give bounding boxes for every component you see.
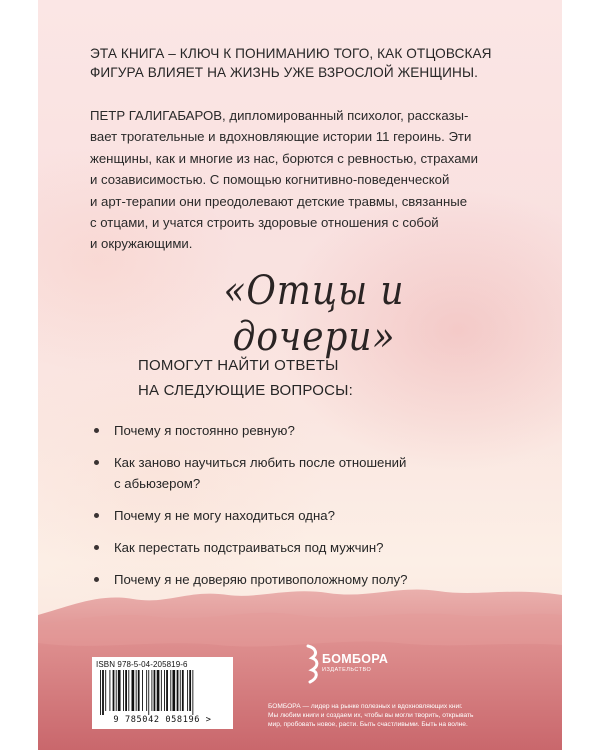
isbn-label: ISBN 978-5-04-205819-6: [96, 660, 188, 669]
book-back-cover: [38, 0, 562, 750]
questions-list: [94, 420, 494, 601]
tagline-line: Мы любим книги и создаем их, чтобы вы могли творить, открывать: [268, 712, 474, 719]
tagline-line: мир, пробовать новое, расти. Быть счастливыми. Быть на волне.: [268, 721, 468, 728]
list-item: [94, 420, 494, 441]
list-item: [94, 505, 494, 526]
description-line: с отцами, и учатся строить здоровые отношения с собой: [90, 215, 439, 231]
bullet-icon: [94, 545, 99, 550]
intro-heading: [90, 44, 520, 82]
publisher-tagline: [268, 702, 538, 729]
description-line: женщины, как и многие из нас, борются с ревностью, страхами: [90, 150, 478, 166]
bullet-icon: [94, 428, 99, 433]
description-line: и арт-терапии они преодолевают детские травмы, связанные: [90, 193, 468, 209]
question-text: Как заново научиться любить после отношений: [114, 455, 407, 470]
barcode-digits: 9 785042 058196 >: [113, 715, 212, 725]
question-text: Почему я постоянно ревную?: [114, 423, 295, 438]
tagline-line: БОМБОРА — лидер на рынке полезных и вдохновляющих книг.: [268, 703, 463, 710]
description-paragraph: [90, 105, 522, 255]
intro-line-2: ФИГУРА ВЛИЯЕТ НА ЖИЗНЬ УЖЕ ВЗРОСЛОЙ ЖЕНЩИНЫ.: [90, 65, 478, 80]
question-text: Почему я не могу находиться одна?: [114, 508, 335, 523]
list-item: [94, 569, 494, 590]
publisher-subtitle: ИЗДАТЕЛЬСТВО: [322, 667, 372, 673]
wave-logo-icon: [304, 644, 322, 684]
list-item: [94, 537, 494, 558]
publisher-name: БОМБОРА: [322, 652, 389, 666]
barcode-box: [92, 657, 233, 729]
questions-subheading: [138, 353, 478, 403]
bullet-icon: [94, 513, 99, 518]
question-text: с абьюзером?: [114, 476, 201, 491]
script-title: «Отцы и дочери»: [223, 268, 405, 360]
subhead-line-2: НА СЛЕДУЮЩИЕ ВОПРОСЫ:: [138, 382, 353, 399]
description-line: и созависимостью. С помощью когнитивно-поведенческой: [90, 172, 450, 188]
description-line: ПЕТР ГАЛИГАБАРОВ, дипломированный психолог, рассказы-: [90, 108, 469, 123]
subhead-line-1: ПОМОГУТ НАЙТИ ОТВЕТЫ: [138, 357, 339, 374]
bullet-icon: [94, 577, 99, 582]
barcode-bars: [96, 670, 229, 715]
publisher-logo: [304, 638, 404, 688]
description-line: и окружающими.: [90, 236, 193, 252]
question-text: Как перестать подстраиваться под мужчин?: [114, 540, 384, 555]
description-line: вает трогательные и вдохновляющие истории 11 героинь. Эти: [90, 129, 472, 145]
list-item: [94, 452, 494, 494]
intro-line-1: ЭТА КНИГА – КЛЮЧ К ПОНИМАНИЮ ТОГО, КАК ОТЦОВСКАЯ: [90, 46, 492, 61]
bullet-icon: [94, 460, 99, 465]
question-text: Почему я не доверяю противоположному полу?: [114, 572, 408, 587]
